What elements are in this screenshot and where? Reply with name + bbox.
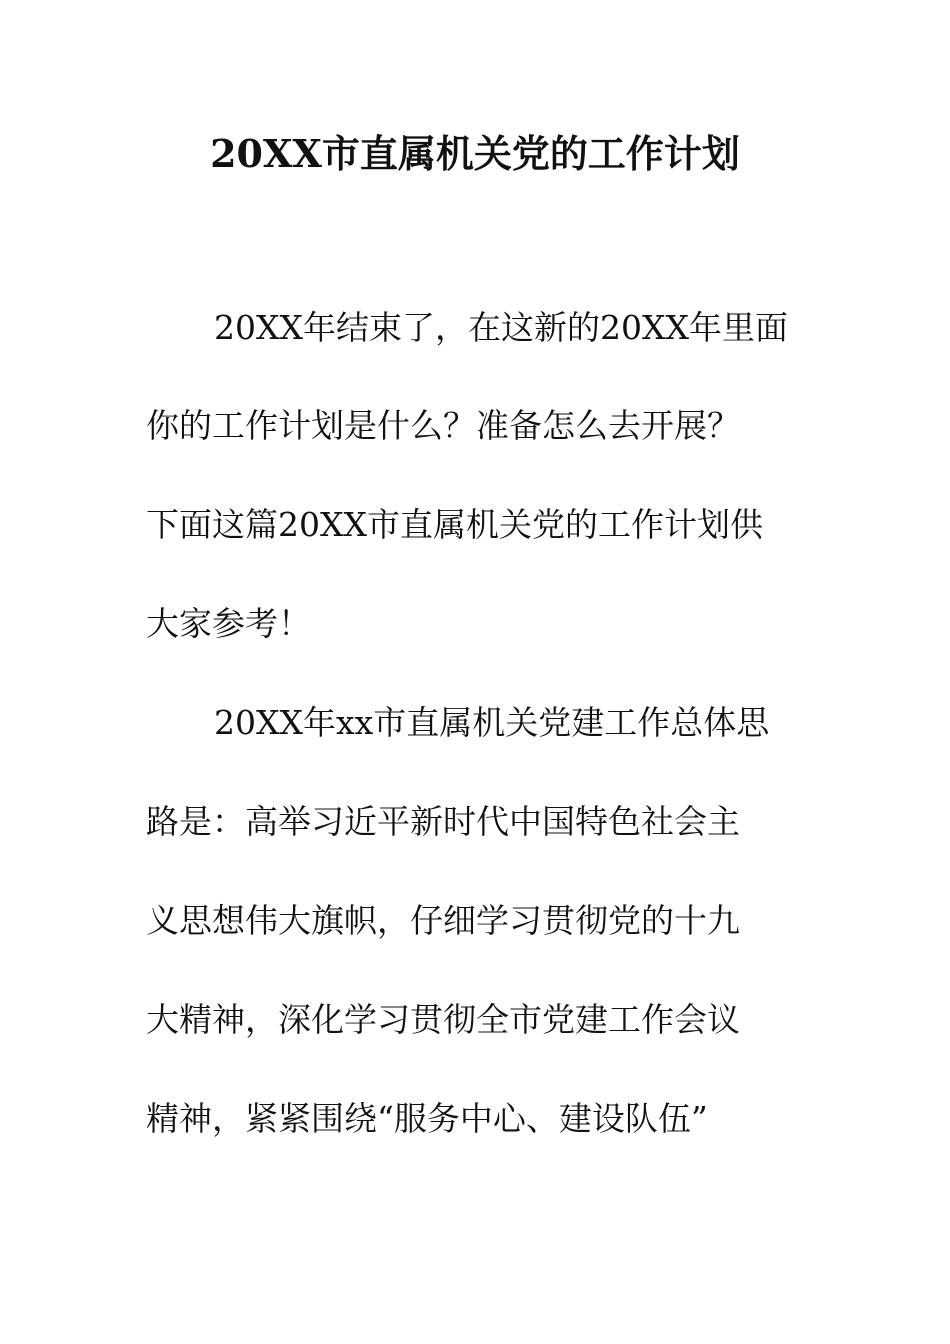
paragraph-2-line-3: 义思想伟大旗帜，仔细学习贯彻党的十九 <box>146 901 740 940</box>
paragraph-1-line-3: 下面这篇20XX市直属机关党的工作计划供 <box>146 505 763 544</box>
paragraph-1-line-4: 大家参考！ <box>146 604 311 643</box>
paragraph-2-line-2: 路是：高举习近平新时代中国特色社会主 <box>146 802 740 841</box>
paragraph-1-line-1: 20XX年结束了，在这新的20XX年里面 <box>214 308 788 347</box>
paragraph-2-line-5: 精神，紧紧围绕“服务中心、建设队伍” <box>146 1099 708 1138</box>
paragraph-2-line-1: 20XX年xx市直属机关党建工作总体思 <box>214 703 770 742</box>
paragraph-2-line-4: 大精神，深化学习贯彻全市党建工作会议 <box>146 1000 740 1039</box>
paragraph-1-line-2: 你的工作计划是什么？准备怎么去开展？ <box>146 406 740 445</box>
document-title: 20XX市直属机关党的工作计划 <box>210 131 740 176</box>
